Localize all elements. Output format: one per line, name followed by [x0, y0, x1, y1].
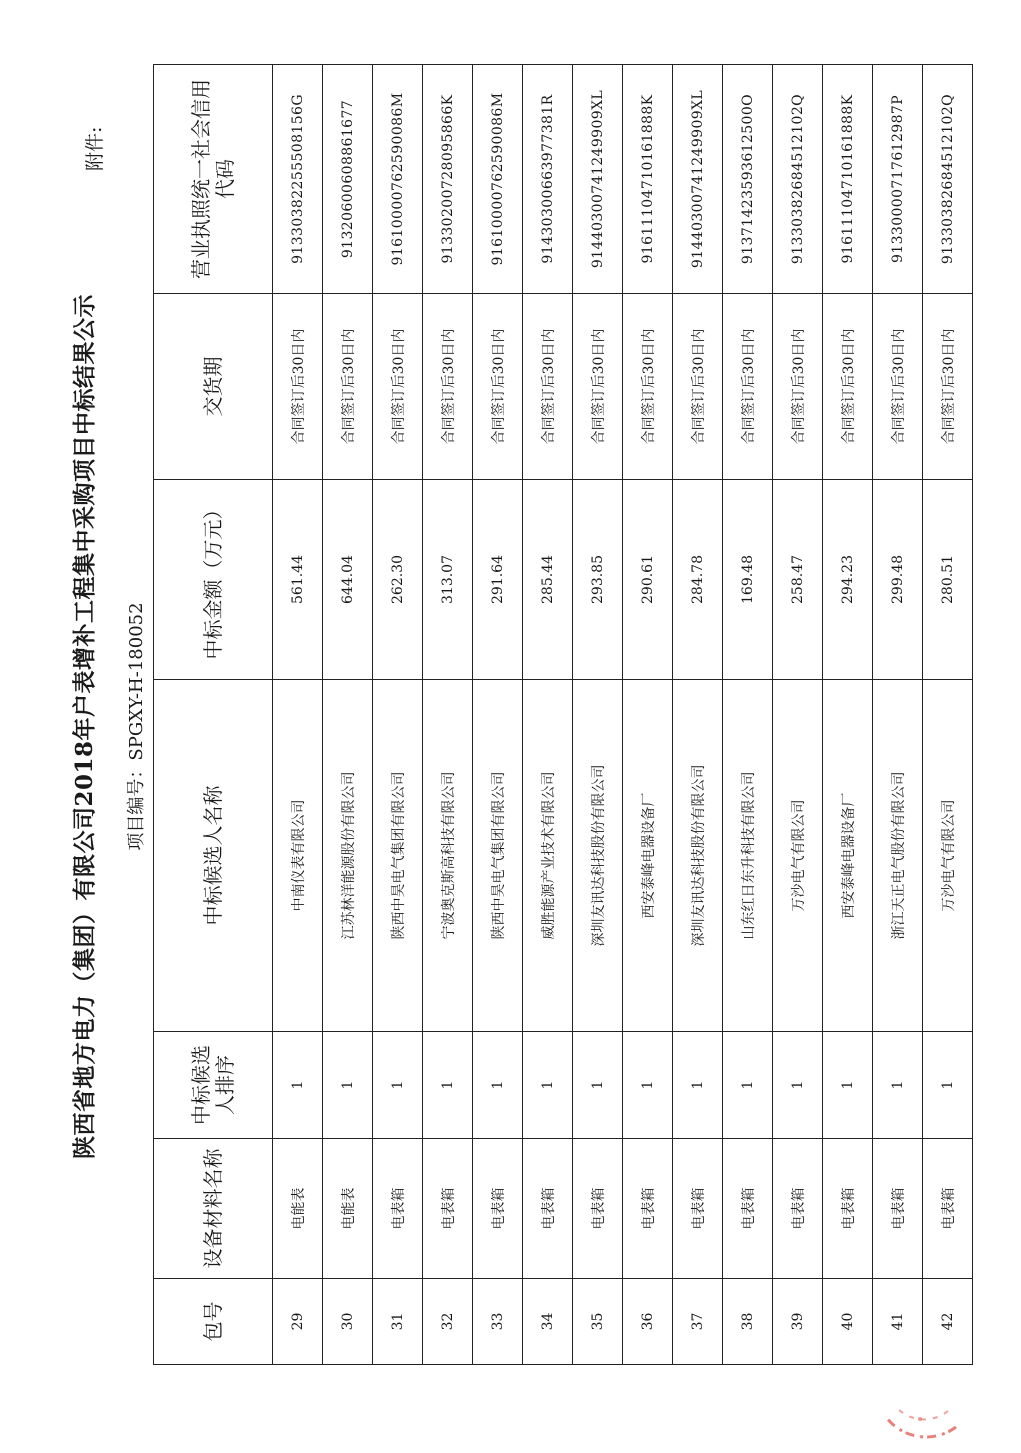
cell-material: 电表箱 — [773, 1139, 823, 1279]
cell-rank: 1 — [273, 1032, 323, 1139]
table-row — [723, 65, 773, 1365]
cell-amount: 169.48 — [723, 480, 773, 680]
header-credit-code: 营业执照统一社会信用代码 — [154, 65, 273, 294]
cell-amount: 299.48 — [873, 480, 923, 680]
cell-material: 电能表 — [273, 1139, 323, 1279]
header-candidate: 中标候选人名称 — [154, 680, 273, 1032]
cell-candidate: 深圳友讯达科技股份有限公司 — [673, 680, 723, 1032]
cell-amount: 313.07 — [423, 480, 473, 680]
table-row — [323, 65, 373, 1365]
cell-material: 电表箱 — [923, 1139, 973, 1279]
cell-delivery: 合同签订后30日内 — [673, 294, 723, 480]
cell-credit-code: 91611104710161888K — [823, 65, 873, 294]
cell-amount: 284.78 — [673, 480, 723, 680]
cell-rank: 1 — [523, 1032, 573, 1139]
cell-package: 30 — [323, 1279, 373, 1365]
cell-credit-code: 91330382684512102Q — [923, 65, 973, 294]
cell-package: 39 — [773, 1279, 823, 1365]
table-row — [773, 65, 823, 1365]
cell-rank: 1 — [573, 1032, 623, 1139]
cell-delivery: 合同签订后30日内 — [623, 294, 673, 480]
cell-rank: 1 — [823, 1032, 873, 1139]
table-row — [273, 65, 323, 1365]
cell-credit-code: 91320600608861677 — [323, 65, 373, 294]
table-row — [623, 65, 673, 1365]
table-row — [823, 65, 873, 1365]
header-rank: 中标候选人排序 — [154, 1032, 273, 1139]
cell-credit-code: 91611104710161888K — [623, 65, 673, 294]
cell-rank: 1 — [673, 1032, 723, 1139]
table-row — [873, 65, 923, 1365]
cell-candidate: 深圳友讯达科技股份有限公司 — [573, 680, 623, 1032]
cell-package: 40 — [823, 1279, 873, 1365]
company-seal-icon — [860, 1321, 980, 1441]
cell-rank: 1 — [423, 1032, 473, 1139]
cell-candidate: 西安泰峰电器设备厂 — [623, 680, 673, 1032]
header-package: 包号 — [154, 1279, 273, 1365]
cell-candidate: 浙江天正电气股份有限公司 — [873, 680, 923, 1032]
cell-delivery: 合同签订后30日内 — [423, 294, 473, 480]
cell-delivery: 合同签订后30日内 — [523, 294, 573, 480]
cell-package: 34 — [523, 1279, 573, 1365]
table-row — [923, 65, 973, 1365]
cell-amount: 290.61 — [623, 480, 673, 680]
cell-candidate: 威胜能源产业技术有限公司 — [523, 680, 573, 1032]
cell-package: 36 — [623, 1279, 673, 1365]
table-row — [673, 65, 723, 1365]
cell-candidate: 陕西中昊电气集团有限公司 — [473, 680, 523, 1032]
cell-material: 电表箱 — [423, 1139, 473, 1279]
document-title: 陕西省地方电力（集团）有限公司2018年户表增补工程集中采购项目中标结果公示 — [71, 294, 98, 1160]
cell-material: 电表箱 — [723, 1139, 773, 1279]
cell-delivery: 合同签订后30日内 — [723, 294, 773, 480]
table-row — [373, 65, 423, 1365]
cell-material: 电表箱 — [823, 1139, 873, 1279]
cell-credit-code: 91430300663977381R — [523, 65, 573, 294]
cell-credit-code: 91610000762590086M — [473, 65, 523, 294]
cell-amount: 285.44 — [523, 480, 573, 680]
cell-package: 29 — [273, 1279, 323, 1365]
cell-credit-code: 91371423593612500O — [723, 65, 773, 294]
table-row — [423, 65, 473, 1365]
cell-rank: 1 — [873, 1032, 923, 1139]
cell-credit-code: 91330000717612987P — [873, 65, 923, 294]
cell-delivery: 合同签订后30日内 — [823, 294, 873, 480]
cell-credit-code: 91330382684512102Q — [773, 65, 823, 294]
cell-rank: 1 — [323, 1032, 373, 1139]
cell-candidate: 西安泰峰电器设备厂 — [823, 680, 873, 1032]
cell-package: 38 — [723, 1279, 773, 1365]
cell-material: 电表箱 — [573, 1139, 623, 1279]
cell-delivery: 合同签订后30日内 — [773, 294, 823, 480]
table-row — [573, 65, 623, 1365]
cell-candidate: 中南仪表有限公司 — [273, 680, 323, 1032]
cell-material: 电表箱 — [473, 1139, 523, 1279]
header-amount: 中标金额（万元） — [154, 480, 273, 680]
cell-credit-code: 91610000762590086M — [373, 65, 423, 294]
cell-candidate: 万沙电气有限公司 — [773, 680, 823, 1032]
cell-credit-code: 91440300741249909XL — [573, 65, 623, 294]
cell-delivery: 合同签订后30日内 — [323, 294, 373, 480]
cell-amount: 262.30 — [373, 480, 423, 680]
cell-material: 电能表 — [323, 1139, 373, 1279]
cell-candidate: 江苏林洋能源股份有限公司 — [323, 680, 373, 1032]
project-number: 项目编号：SPGXY-H-180052 — [126, 602, 147, 851]
cell-rank: 1 — [923, 1032, 973, 1139]
cell-package: 42 — [923, 1279, 973, 1365]
cell-amount: 293.85 — [573, 480, 623, 680]
cell-delivery: 合同签订后30日内 — [473, 294, 523, 480]
cell-material: 电表箱 — [873, 1139, 923, 1279]
cell-candidate: 陕西中昊电气集团有限公司 — [373, 680, 423, 1032]
cell-delivery: 合同签订后30日内 — [573, 294, 623, 480]
cell-package: 33 — [473, 1279, 523, 1365]
cell-delivery: 合同签订后30日内 — [273, 294, 323, 480]
cell-material: 电表箱 — [623, 1139, 673, 1279]
cell-credit-code: 91440300741249909XL — [673, 65, 723, 294]
cell-rank: 1 — [473, 1032, 523, 1139]
cell-rank: 1 — [723, 1032, 773, 1139]
cell-package: 31 — [373, 1279, 423, 1365]
cell-amount: 291.64 — [473, 480, 523, 680]
award-results-table — [153, 64, 973, 1365]
header-delivery: 交货期 — [154, 294, 273, 480]
cell-material: 电表箱 — [673, 1139, 723, 1279]
cell-amount: 280.51 — [923, 480, 973, 680]
table-row — [523, 65, 573, 1365]
cell-amount: 644.04 — [323, 480, 373, 680]
cell-delivery: 合同签订后30日内 — [373, 294, 423, 480]
cell-rank: 1 — [773, 1032, 823, 1139]
cell-delivery: 合同签订后30日内 — [923, 294, 973, 480]
cell-package: 41 — [873, 1279, 923, 1365]
table-row — [473, 65, 523, 1365]
cell-package: 37 — [673, 1279, 723, 1365]
cell-candidate: 山东红日东升科技有限公司 — [723, 680, 773, 1032]
cell-amount: 258.47 — [773, 480, 823, 680]
cell-package: 32 — [423, 1279, 473, 1365]
cell-candidate: 宁波奥克斯高科技有限公司 — [423, 680, 473, 1032]
cell-credit-code: 91330200728095866K — [423, 65, 473, 294]
table-header-row — [154, 65, 273, 1365]
cell-candidate: 万沙电气有限公司 — [923, 680, 973, 1032]
attachment-label: 附件: — [84, 126, 106, 171]
cell-package: 35 — [573, 1279, 623, 1365]
cell-credit-code: 91330382255508156G — [273, 65, 323, 294]
cell-material: 电表箱 — [373, 1139, 423, 1279]
cell-rank: 1 — [373, 1032, 423, 1139]
header-material: 设备材料名称 — [154, 1139, 273, 1279]
cell-material: 电表箱 — [523, 1139, 573, 1279]
cell-amount: 294.23 — [823, 480, 873, 680]
cell-amount: 561.44 — [273, 480, 323, 680]
cell-rank: 1 — [623, 1032, 673, 1139]
cell-delivery: 合同签订后30日内 — [873, 294, 923, 480]
